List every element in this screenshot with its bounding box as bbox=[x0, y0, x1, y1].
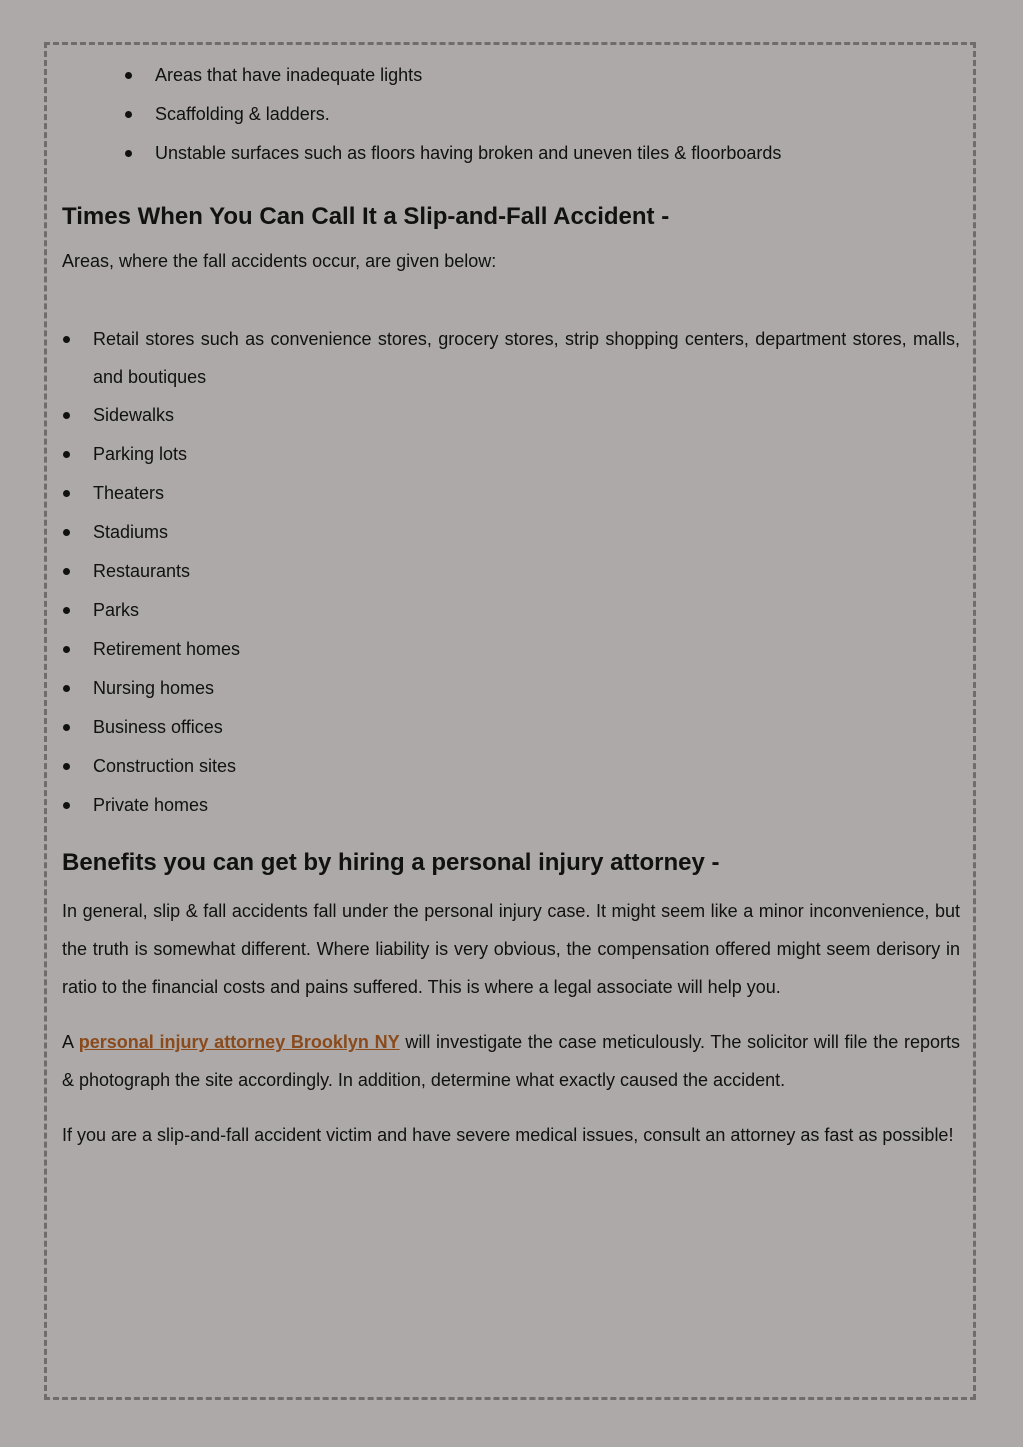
paragraph-suffix: will investigate the case meticulously. The solicitor will file the reports & photograph the site accordingly. In addition, determine what exactly caused the accident. bbox=[62, 1032, 960, 1090]
list-item: Construction sites bbox=[62, 747, 960, 786]
list-item: Nursing homes bbox=[62, 669, 960, 708]
list-item: Retail stores such as convenience stores, grocery stores, strip shopping centers, department stores, malls, and boutiques bbox=[62, 321, 960, 396]
list-item: Retirement homes bbox=[62, 630, 960, 669]
list-item: Business offices bbox=[62, 708, 960, 747]
section-intro: Areas, where the fall accidents occur, are given below: bbox=[62, 251, 497, 271]
list-item: Areas that have inadequate lights bbox=[124, 56, 960, 95]
list-item: Private homes bbox=[62, 786, 960, 825]
benefits-paragraph-1: In general, slip & fall accidents fall under the personal injury case. It might seem like a minor inconvenience, but the truth is somewhat different. Where liability is very obvious, the compensation offered might seem derisory in ratio to the financial costs and pains suffered. This is where a legal associate will help you. bbox=[62, 901, 960, 997]
list-item: Scaffolding & ladders. bbox=[124, 95, 960, 134]
list-item: Parking lots bbox=[62, 435, 960, 474]
list-item: Restaurants bbox=[62, 552, 960, 591]
document-content bbox=[62, 56, 960, 1154]
section-heading-benefits: Benefits you can get by hiring a personal injury attorney - bbox=[62, 849, 720, 876]
section-heading-times: Times When You Can Call It a Slip-and-Fall Accident - bbox=[62, 203, 670, 230]
list-item: Parks bbox=[62, 591, 960, 630]
list-item: Theaters bbox=[62, 474, 960, 513]
list-item: Sidewalks bbox=[62, 396, 960, 435]
list-item: Stadiums bbox=[62, 513, 960, 552]
list-item: Unstable surfaces such as floors having broken and uneven tiles & floorboards bbox=[124, 134, 960, 173]
paragraph-prefix: A bbox=[62, 1032, 79, 1052]
attorney-link[interactable]: personal injury attorney Brooklyn NY bbox=[78, 1032, 400, 1052]
areas-list bbox=[62, 321, 960, 825]
benefits-paragraph-3: If you are a slip-and-fall accident victim and have severe medical issues, consult an attorney as fast as possible! bbox=[62, 1125, 954, 1145]
hazard-list bbox=[124, 56, 960, 173]
benefits-paragraph-2 bbox=[62, 1023, 960, 1099]
